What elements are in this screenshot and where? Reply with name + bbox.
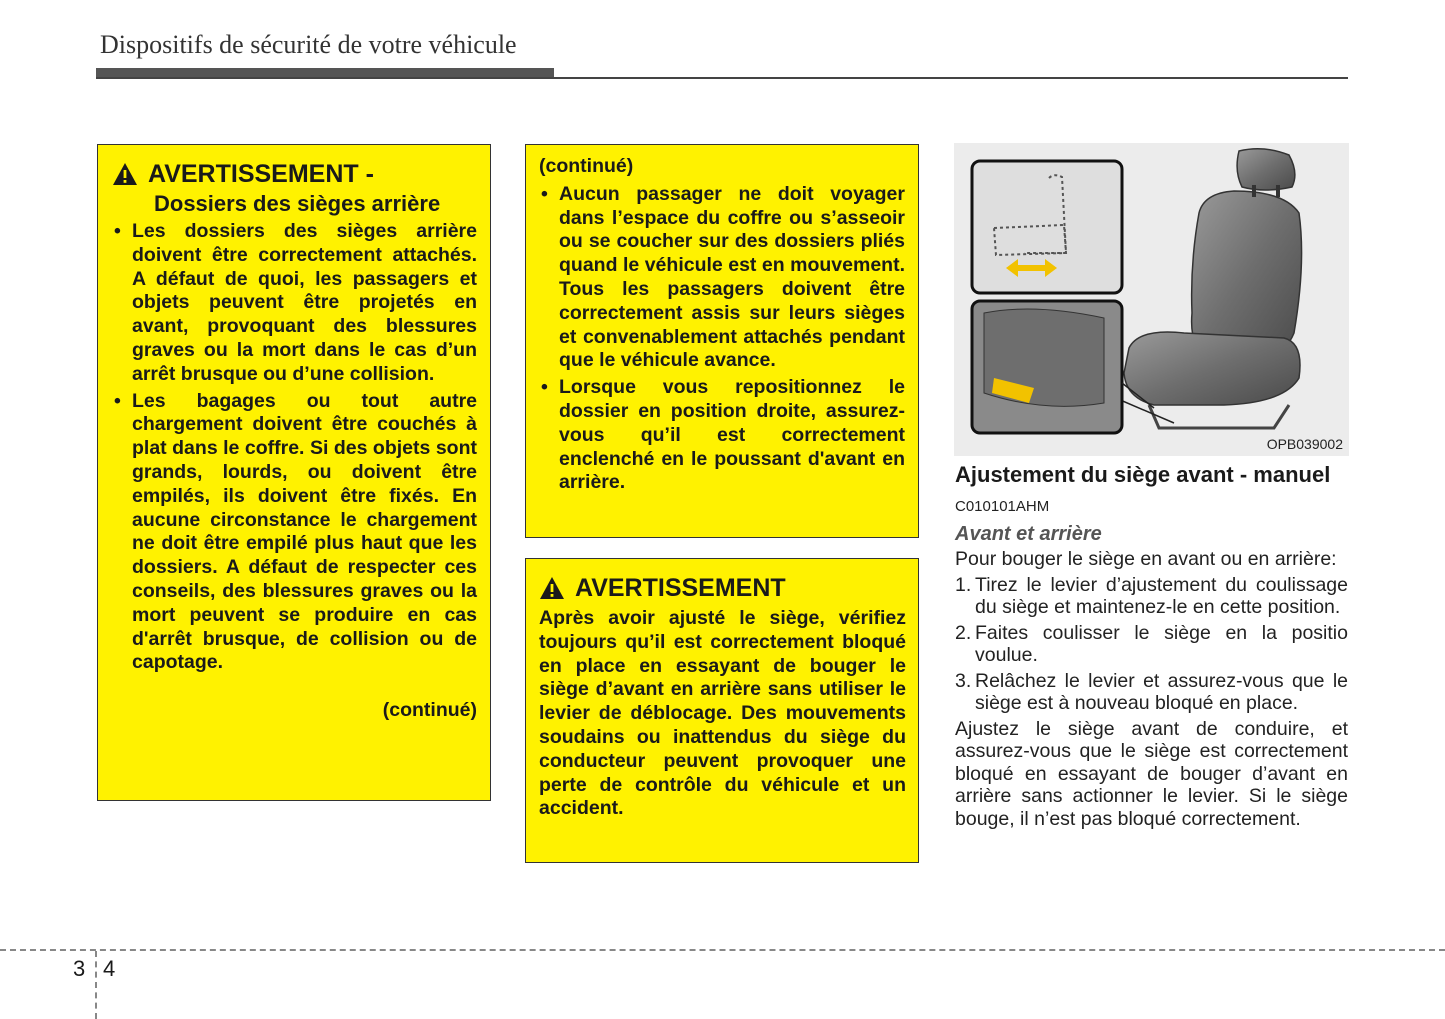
warning-bullet: • Les bagages ou tout autre chargement doivent être couchés à plat dans le coffre. Si des objets sont grands, lourds, ou doivent être empilés, ils doivent être fixés. En aucune circonstance le chargement ne doit être empilé plus haut que les dossiers. A défaut de respecter ces conseils, des blessures graves ou la mort peuvent se produire en cas d'arrêt brusque, de collision ou de capotage. bbox=[112, 390, 477, 676]
warning-box-continued bbox=[525, 144, 919, 538]
outro-paragraph: Ajustez le siège avant de conduire, et assurez-vous que le siège est correctement bloqué en essayant de bouger d’avant en arrière sans actionner le levier. Si le siège bouge, il n’est pas bloqué correctement. bbox=[955, 717, 1348, 830]
footer-dashed-rule bbox=[0, 949, 1445, 951]
warning-bullet-list bbox=[539, 183, 905, 495]
section-title: Ajustement du siège avant - manuel bbox=[955, 462, 1331, 487]
warning-heading bbox=[539, 573, 906, 603]
warning-bullet: • Lorsque vous repositionnez le dossier en position droite, assurez-vous qu’il est correctement enclenché en le poussant d'avant en arrière. bbox=[539, 376, 905, 495]
warning-triangle-icon bbox=[539, 576, 565, 600]
warning-triangle-icon bbox=[112, 162, 138, 186]
chapter-number: 3 bbox=[73, 956, 86, 981]
warning-box-seat-lock bbox=[525, 558, 919, 863]
step-item: 1. Tirez le levier d’ajustement du coulissage du siège et maintenez-le en cette position. bbox=[955, 573, 1348, 618]
continued-label: (continué) bbox=[539, 155, 634, 177]
step-item: 3. Relâchez le levier et assurez-vous que le siège est à nouveau bloqué en place. bbox=[955, 669, 1348, 714]
intro-paragraph: Pour bouger le siège en avant ou en arrière: bbox=[955, 548, 1337, 570]
warning-bullet: • Les dossiers des sièges arrière doivent être correctement attachés. A défaut de quoi, les passagers et objets peuvent être projetés en avant, provoquant des blessures graves ou la mort dans le cas d’un arrêt brusque ou d’une collision. bbox=[112, 220, 477, 387]
warning-heading bbox=[112, 159, 477, 189]
warning-bullet-list bbox=[112, 220, 477, 675]
seat-adjustment-figure bbox=[954, 143, 1349, 456]
steps-list bbox=[955, 574, 1348, 715]
warning-subtitle: Dossiers des sièges arrière bbox=[154, 191, 441, 216]
warning-box-rear-seatbacks bbox=[97, 144, 491, 801]
section-code: C010101AHM bbox=[955, 498, 1050, 515]
step-item: 2. Faites coulisser le siège en la positio voulue. bbox=[955, 621, 1348, 666]
section-subheading: Avant et arrière bbox=[955, 523, 1102, 545]
header-rule-thin bbox=[96, 77, 1348, 79]
warning-title: AVERTISSEMENT bbox=[575, 574, 786, 602]
warning-body: Après avoir ajusté le siège, vérifiez toujours qu’il est correctement bloqué en place en essayant de bouger le siège d’avant en arrière sans utiliser le levier de déblocage. Des mouvements soudains ou inattendus du siège du conducteur peuvent provoquer une perte de contrôle du véhicule et un accident. bbox=[539, 607, 906, 820]
section-body bbox=[955, 548, 1348, 833]
page-number: 4 bbox=[103, 956, 116, 981]
seat-illustration bbox=[954, 143, 1349, 456]
warning-bullet: • Aucun passager ne doit voyager dans l’espace du coffre ou s’asseoir ou se coucher sur des dossiers pliés quand le véhicule est en mouvement. Tous les passagers doivent être correctement assis sur leurs sièges et convenablement attachés pendant que le véhicule avance. bbox=[539, 183, 905, 373]
figure-code: OPB039002 bbox=[1266, 436, 1343, 452]
page-header-title: Dispositifs de sécurité de votre véhicule bbox=[100, 30, 517, 59]
continued-label: (continué) bbox=[382, 699, 477, 722]
warning-title: AVERTISSEMENT - bbox=[148, 160, 374, 188]
footer-dashed-divider bbox=[95, 951, 97, 1019]
